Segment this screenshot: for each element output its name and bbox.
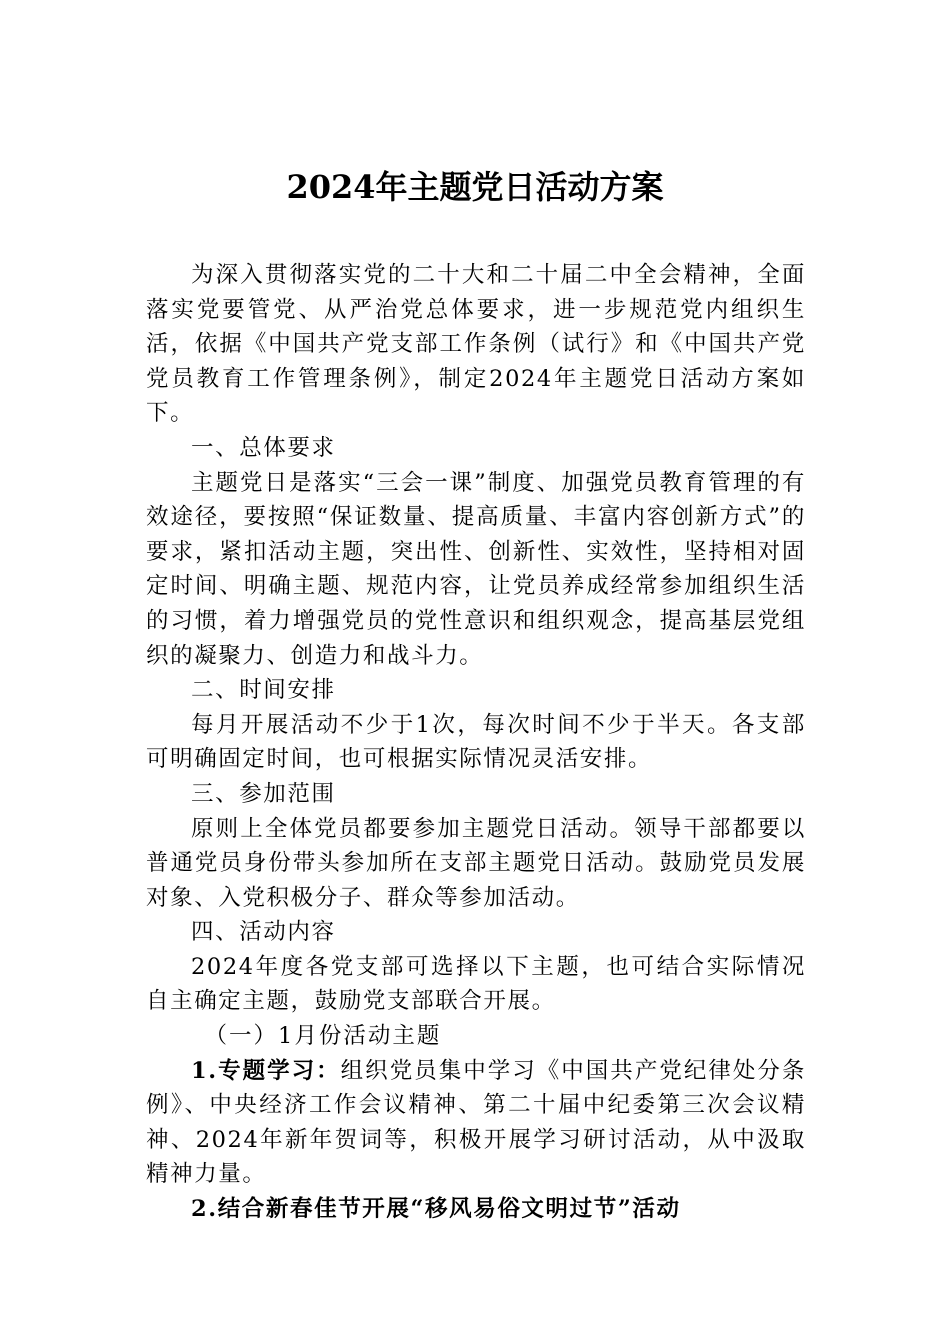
section-body-schedule: 每月开展活动不少于1次，每次时间不少于半天。各支部可明确固定时间，也可根据实际情况灵活安排。	[146, 711, 806, 773]
section-heading-general: 一、总体要求	[191, 434, 336, 461]
section-heading-content: 四、活动内容	[191, 919, 336, 946]
document-title: 2024年主题党日活动方案	[286, 168, 664, 206]
section-heading-schedule: 二、时间安排	[191, 677, 336, 704]
intro-paragraph: 为深入贯彻落实党的二十大和二十届二中全会精神，全面落实党要管党、从严治党总体要求，进一步规范党内组织生活，依据《中国共产党支部工作条例（试行》和《中国共产党党员教育工作管理条例》，制定2024年主题党日活动方案如下。	[146, 262, 806, 427]
list-item-study-label: 1.专题学习：	[191, 1057, 341, 1084]
section-body-content: 2024年度各党支部可选择以下主题，也可结合实际情况自主确定主题，鼓励党支部联合开展。	[146, 953, 806, 1015]
document-body	[146, 258, 806, 1227]
list-item-study	[146, 1054, 806, 1192]
section-heading-scope: 三、参加范围	[191, 780, 336, 807]
list-item-festival: 2.结合新春佳节开展“移风易俗文明过节”活动	[191, 1196, 681, 1223]
section-body-general: 主题党日是落实“三会一课”制度、加强党员教育管理的有效途径，要按照“保证数量、提高质量、丰富内容创新方式”的要求，紧扣活动主题，突出性、创新性、实效性，坚持相对固定时间、明确主题、规范内容，让党员养成经常参加组织生活的习惯，着力增强党员的党性意识和组织观念，提高基层党组织的凝聚力、创造力和战斗力。	[146, 469, 806, 669]
subheading-january: （一）1月份活动主题	[204, 1023, 442, 1050]
list-item-study-text: 组织党员集中学习《中国共产党纪律处分条例》、中央经济工作会议精神、第二十届中纪委第三次会议精神、2024年新年贺词等，积极开展学习研讨活动，从中汲取精神力量。	[146, 1057, 806, 1188]
section-body-scope: 原则上全体党员都要参加主题党日活动。领导干部都要以普通党员身份带头参加所在支部主题党日活动。鼓励党员发展对象、入党积极分子、群众等参加活动。	[146, 815, 806, 911]
